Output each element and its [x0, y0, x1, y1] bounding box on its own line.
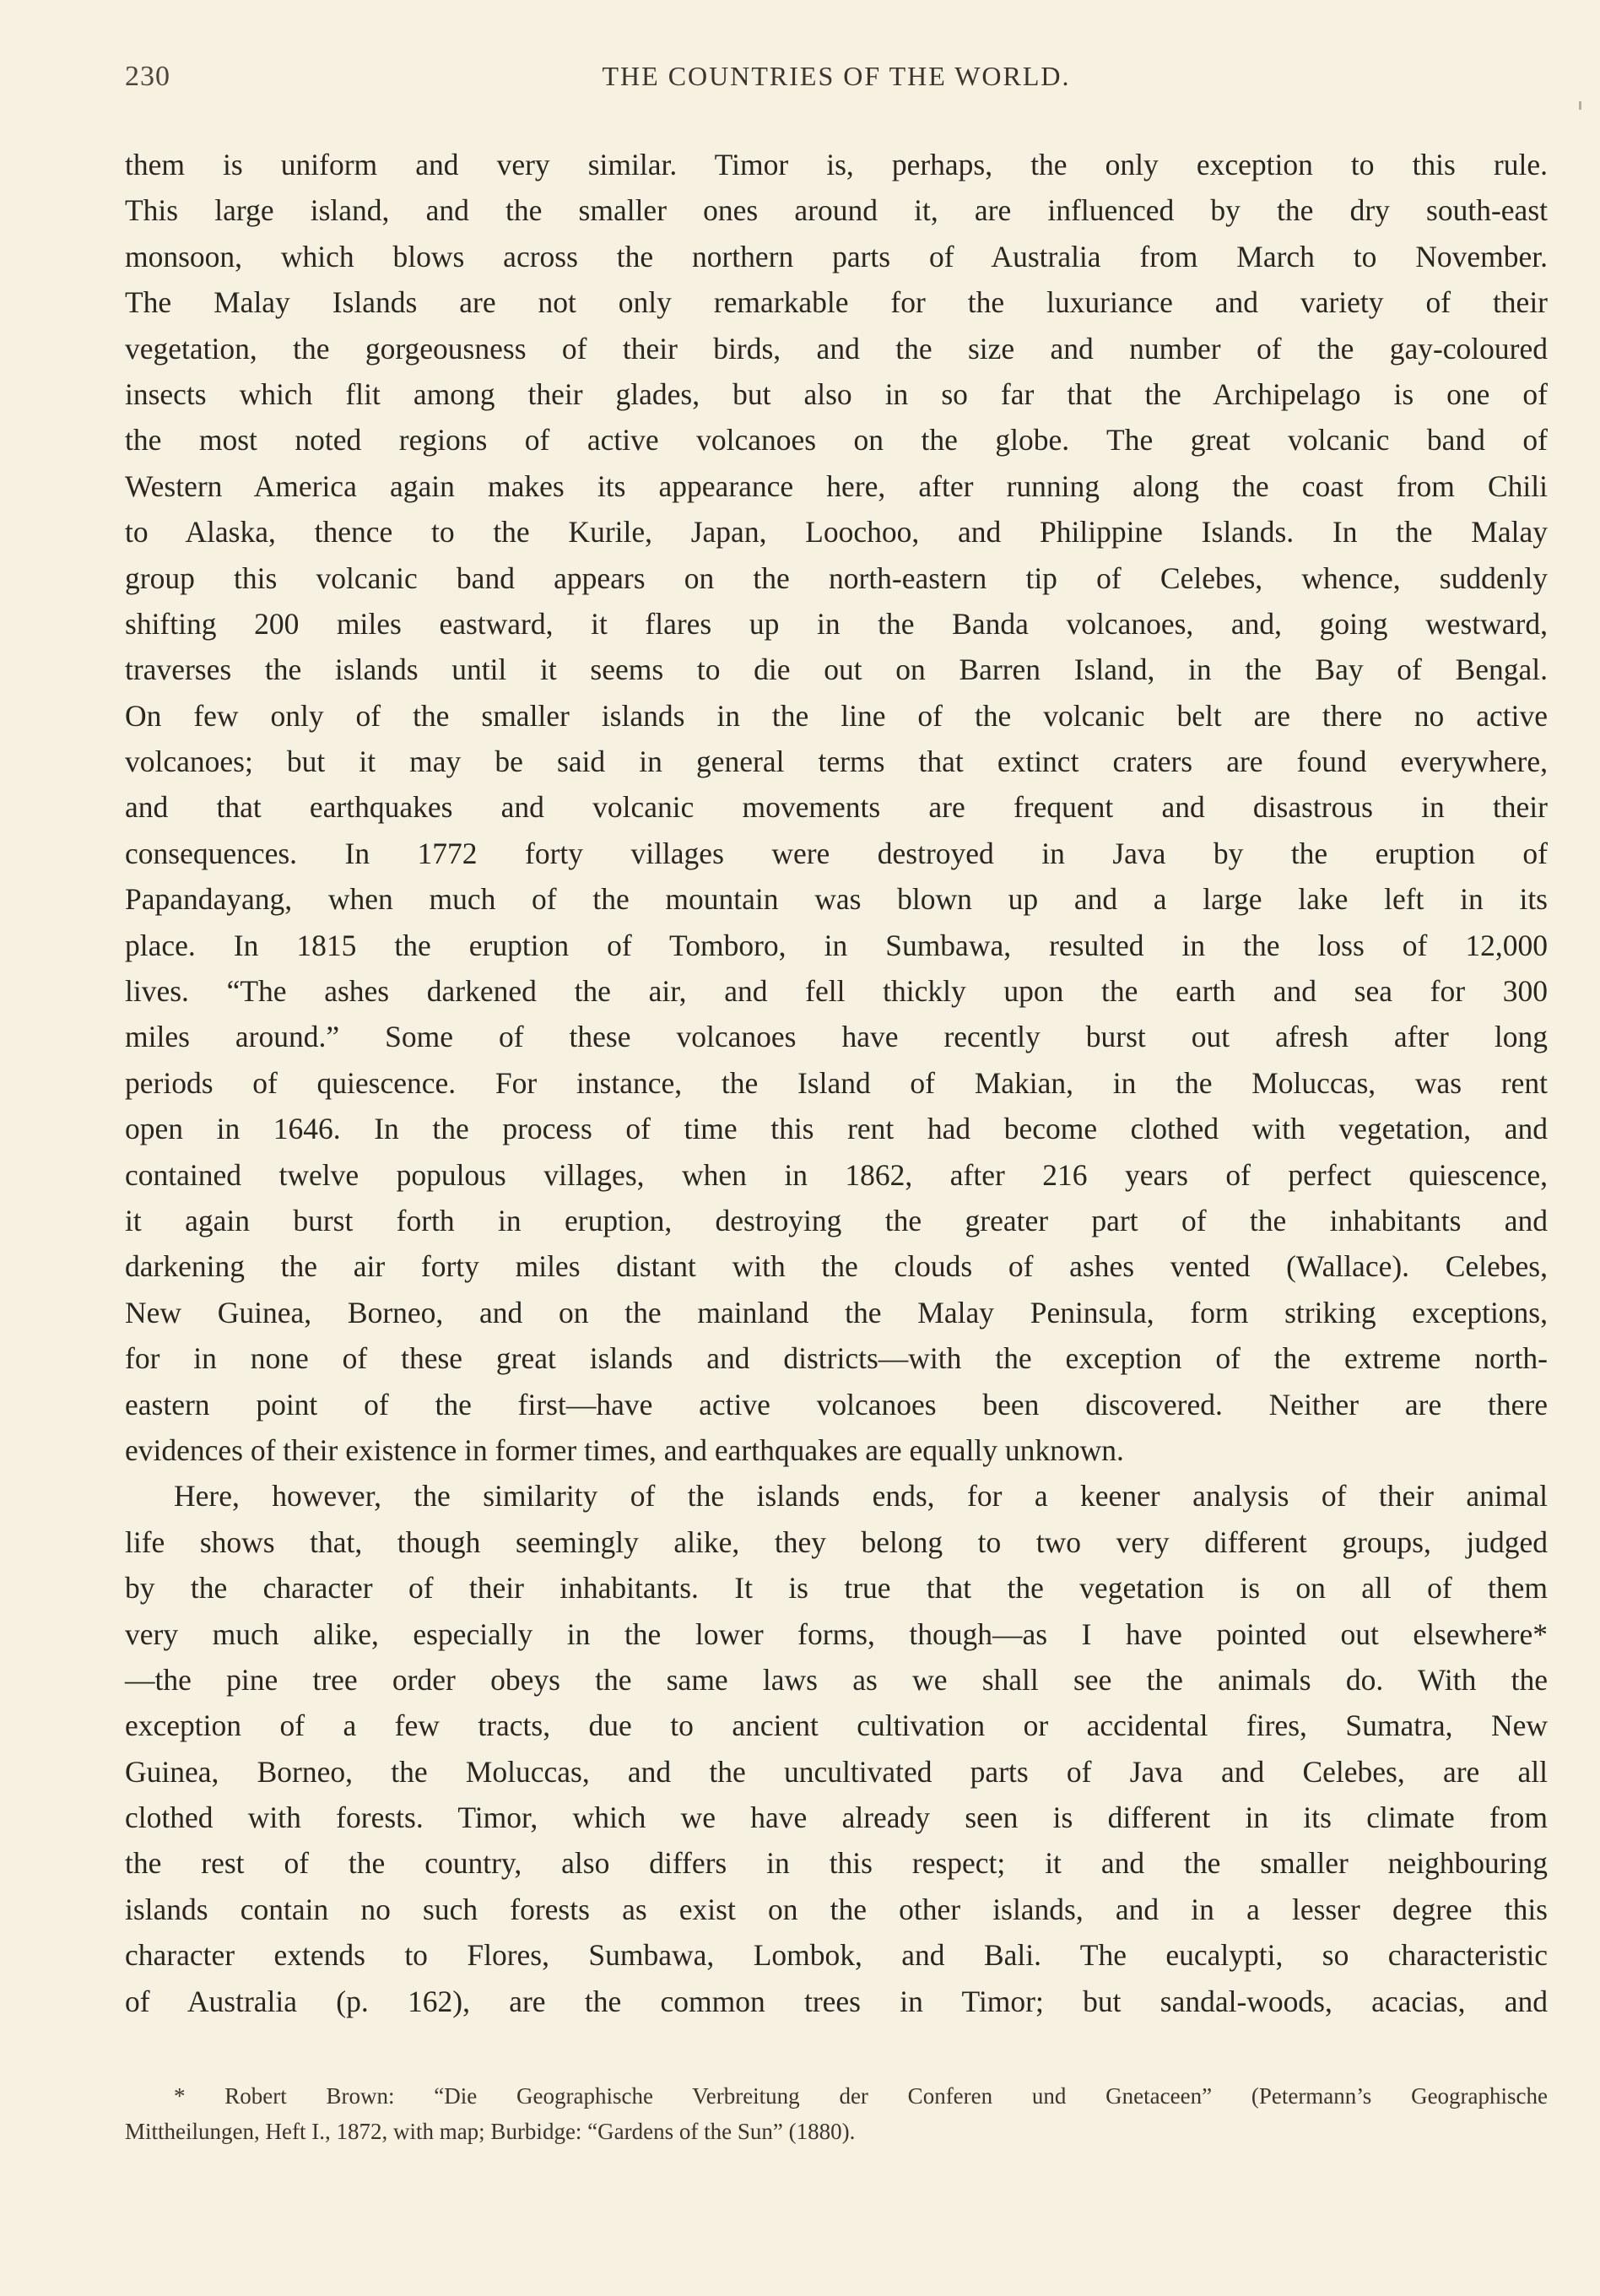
footnote-line: * Robert Brown: “Die Geographische Verbreitung der Conferen und Gnetaceen” (Petermann’s Geographische: [174, 2083, 1548, 2109]
text-line: open in 1646. In the process of time this rent had become clothed with vegetation, and: [125, 1112, 1548, 1146]
page-number: 230: [125, 61, 170, 92]
text-line: for in none of these great islands and districts—with the exception of the extreme north-: [125, 1341, 1548, 1376]
text-line: of Australia (p. 162), are the common trees in Timor; but sandal-woods, acacias, and: [125, 1984, 1548, 2018]
text-line: it again burst forth in eruption, destroying the greater part of the inhabitants and: [125, 1203, 1548, 1237]
text-line: volcanoes; but it may be said in general terms that extinct craters are found everywhere,: [125, 745, 1548, 779]
text-line: —the pine tree order obeys the same laws as we shall see the animals do. With the: [125, 1662, 1548, 1697]
text-line: shifting 200 miles eastward, it flares up in the Banda volcanoes, and, going westward,: [125, 606, 1548, 641]
page-edge-mark: [1579, 101, 1581, 110]
paragraph-start-line: Here, however, the similarity of the islands ends, for a keener analysis of their animal: [174, 1479, 1548, 1514]
text-line: New Guinea, Borneo, and on the mainland the Malay Peninsula, form striking exceptions,: [125, 1295, 1548, 1329]
text-line: the rest of the country, also differs in this respect; it and the smaller neighbouring: [125, 1846, 1548, 1881]
text-line: character extends to Flores, Sumbawa, Lombok, and Bali. The eucalypti, so characteristic: [125, 1938, 1548, 1973]
text-line: life shows that, though seemingly alike, they belong to two very different groups, judged: [125, 1524, 1548, 1559]
body-text: [125, 142, 1548, 2024]
text-line: eastern point of the first—have active volcanoes been discovered. Neither are there: [125, 1387, 1548, 1421]
footnote-line: Mittheilungen, Heft I., 1872, with map; Burbidge: “Gardens of the Sun” (1880).: [125, 2119, 856, 2144]
text-line: vegetation, the gorgeousness of their birds, and the size and number of the gay-coloured: [125, 331, 1548, 366]
text-line: insects which flit among their glades, but also in so far that the Archipelago is one of: [125, 376, 1548, 411]
footnote: [125, 2078, 1548, 2149]
text-line: Guinea, Borneo, the Moluccas, and the uncultivated parts of Java and Celebes, are all: [125, 1754, 1548, 1789]
text-line: place. In 1815 the eruption of Tomboro, in Sumbawa, resulted in the loss of 12,000: [125, 928, 1548, 962]
text-line: Papandayang, when much of the mountain was blown up and a large lake left in its: [125, 882, 1548, 917]
running-header: [125, 61, 1548, 98]
text-line: lives. “The ashes darkened the air, and fell thickly upon the earth and sea for 300: [125, 974, 1548, 1009]
text-line: to Alaska, thence to the Kurile, Japan, Loochoo, and Philippine Islands. In the Malay: [125, 515, 1548, 550]
text-line: miles around.” Some of these volcanoes have recently burst out afresh after long: [125, 1020, 1548, 1054]
text-line: the most noted regions of active volcanoes on the globe. The great volcanic band of: [125, 423, 1548, 458]
text-line: darkening the air forty miles distant with the clouds of ashes vented (Wallace). Celebes,: [125, 1249, 1548, 1284]
text-line: evidences of their existence in former times, and earthquakes are equally unknown.: [125, 1432, 1124, 1467]
text-line: clothed with forests. Timor, which we have already seen is different in its climate from: [125, 1801, 1548, 1835]
text-line: On few only of the smaller islands in the line of the volcanic belt are there no active: [125, 698, 1548, 733]
text-line: periods of quiescence. For instance, the Island of Makian, in the Moluccas, was rent: [125, 1065, 1548, 1100]
text-line: and that earthquakes and volcanic movements are frequent and disastrous in their: [125, 790, 1548, 825]
text-line: The Malay Islands are not only remarkable for the luxuriance and variety of their: [125, 285, 1548, 320]
text-line: islands contain no such forests as exist on the other islands, and in a lesser degree this: [125, 1892, 1548, 1926]
text-line: contained twelve populous villages, when in 1862, after 216 years of perfect quiescence,: [125, 1157, 1548, 1192]
text-line: Western America again makes its appearance here, after running along the coast from Chili: [125, 468, 1548, 503]
text-line: monsoon, which blows across the northern parts of Australia from March to November.: [125, 239, 1548, 273]
text-line: traverses the islands until it seems to die out on Barren Island, in the Bay of Bengal.: [125, 653, 1548, 687]
text-line: This large island, and the smaller ones around it, are influenced by the dry south-east: [125, 193, 1548, 228]
text-line: consequences. In 1772 forty villages were destroyed in Java by the eruption of: [125, 836, 1548, 870]
text-line: group this volcanic band appears on the north-eastern tip of Celebes, whence, suddenly: [125, 560, 1548, 595]
text-line: by the character of their inhabitants. It is true that the vegetation is on all of them: [125, 1571, 1548, 1606]
text-line: them is uniform and very similar. Timor is, perhaps, the only exception to this rule.: [125, 148, 1548, 181]
running-title: THE COUNTRIES OF THE WORLD.: [602, 61, 1071, 91]
text-line: very much alike, especially in the lower forms, though—as I have pointed out elsewhere*: [125, 1616, 1548, 1651]
text-line: exception of a few tracts, due to ancient cultivation or accidental fires, Sumatra, New: [125, 1708, 1548, 1743]
